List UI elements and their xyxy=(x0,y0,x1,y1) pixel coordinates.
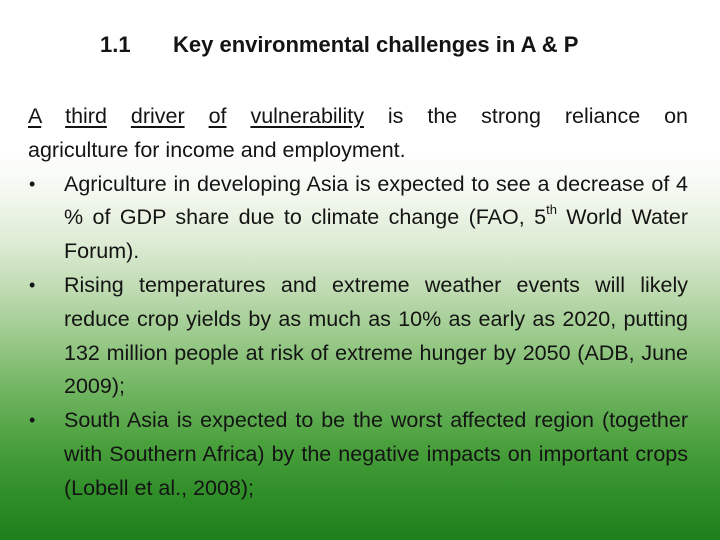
bullet-icon: • xyxy=(29,410,36,431)
slide-body xyxy=(28,100,688,506)
intro-line-1 xyxy=(28,100,688,134)
bullet-text: Rising temperatures and extreme weather events will likely reduce crop yields by as much as 10% as early as 2020, putting 132 million people at risk of extreme hunger by 2050 (ADB, June 2009); xyxy=(64,272,688,399)
underlined-word: driver xyxy=(130,104,185,128)
underlined-word: third xyxy=(65,104,107,128)
section-number: 1.1 xyxy=(100,32,131,57)
intro-text-line-2: agriculture for income and employment. xyxy=(28,137,406,162)
bullet-icon: • xyxy=(29,274,36,295)
underlined-word: of xyxy=(208,104,227,128)
bullet-list xyxy=(28,168,688,506)
bullet-text: Agriculture in developing Asia is expected to see a decrease of 4 % of GDP share due to climate change (FAO, 5 xyxy=(64,171,688,230)
bullet-text-continued: World Water Forum). xyxy=(64,205,688,264)
intro-text: is the strong reliance on xyxy=(387,104,688,128)
bullet-icon: • xyxy=(29,173,36,194)
bullet-item xyxy=(28,269,688,404)
underlined-word: A xyxy=(28,104,42,128)
superscript: th xyxy=(546,202,557,218)
title-text: Key environmental challenges in A & P xyxy=(173,32,579,57)
bullet-item xyxy=(28,404,688,505)
bullet-text: South Asia is expected to be the worst affected region (together with Southern Africa) by the negative impacts on important crops (Lobell et al., 2008); xyxy=(64,408,688,500)
intro-paragraph xyxy=(28,100,688,168)
underlined-word: vulnerability xyxy=(250,104,364,128)
bullet-item xyxy=(28,168,688,269)
